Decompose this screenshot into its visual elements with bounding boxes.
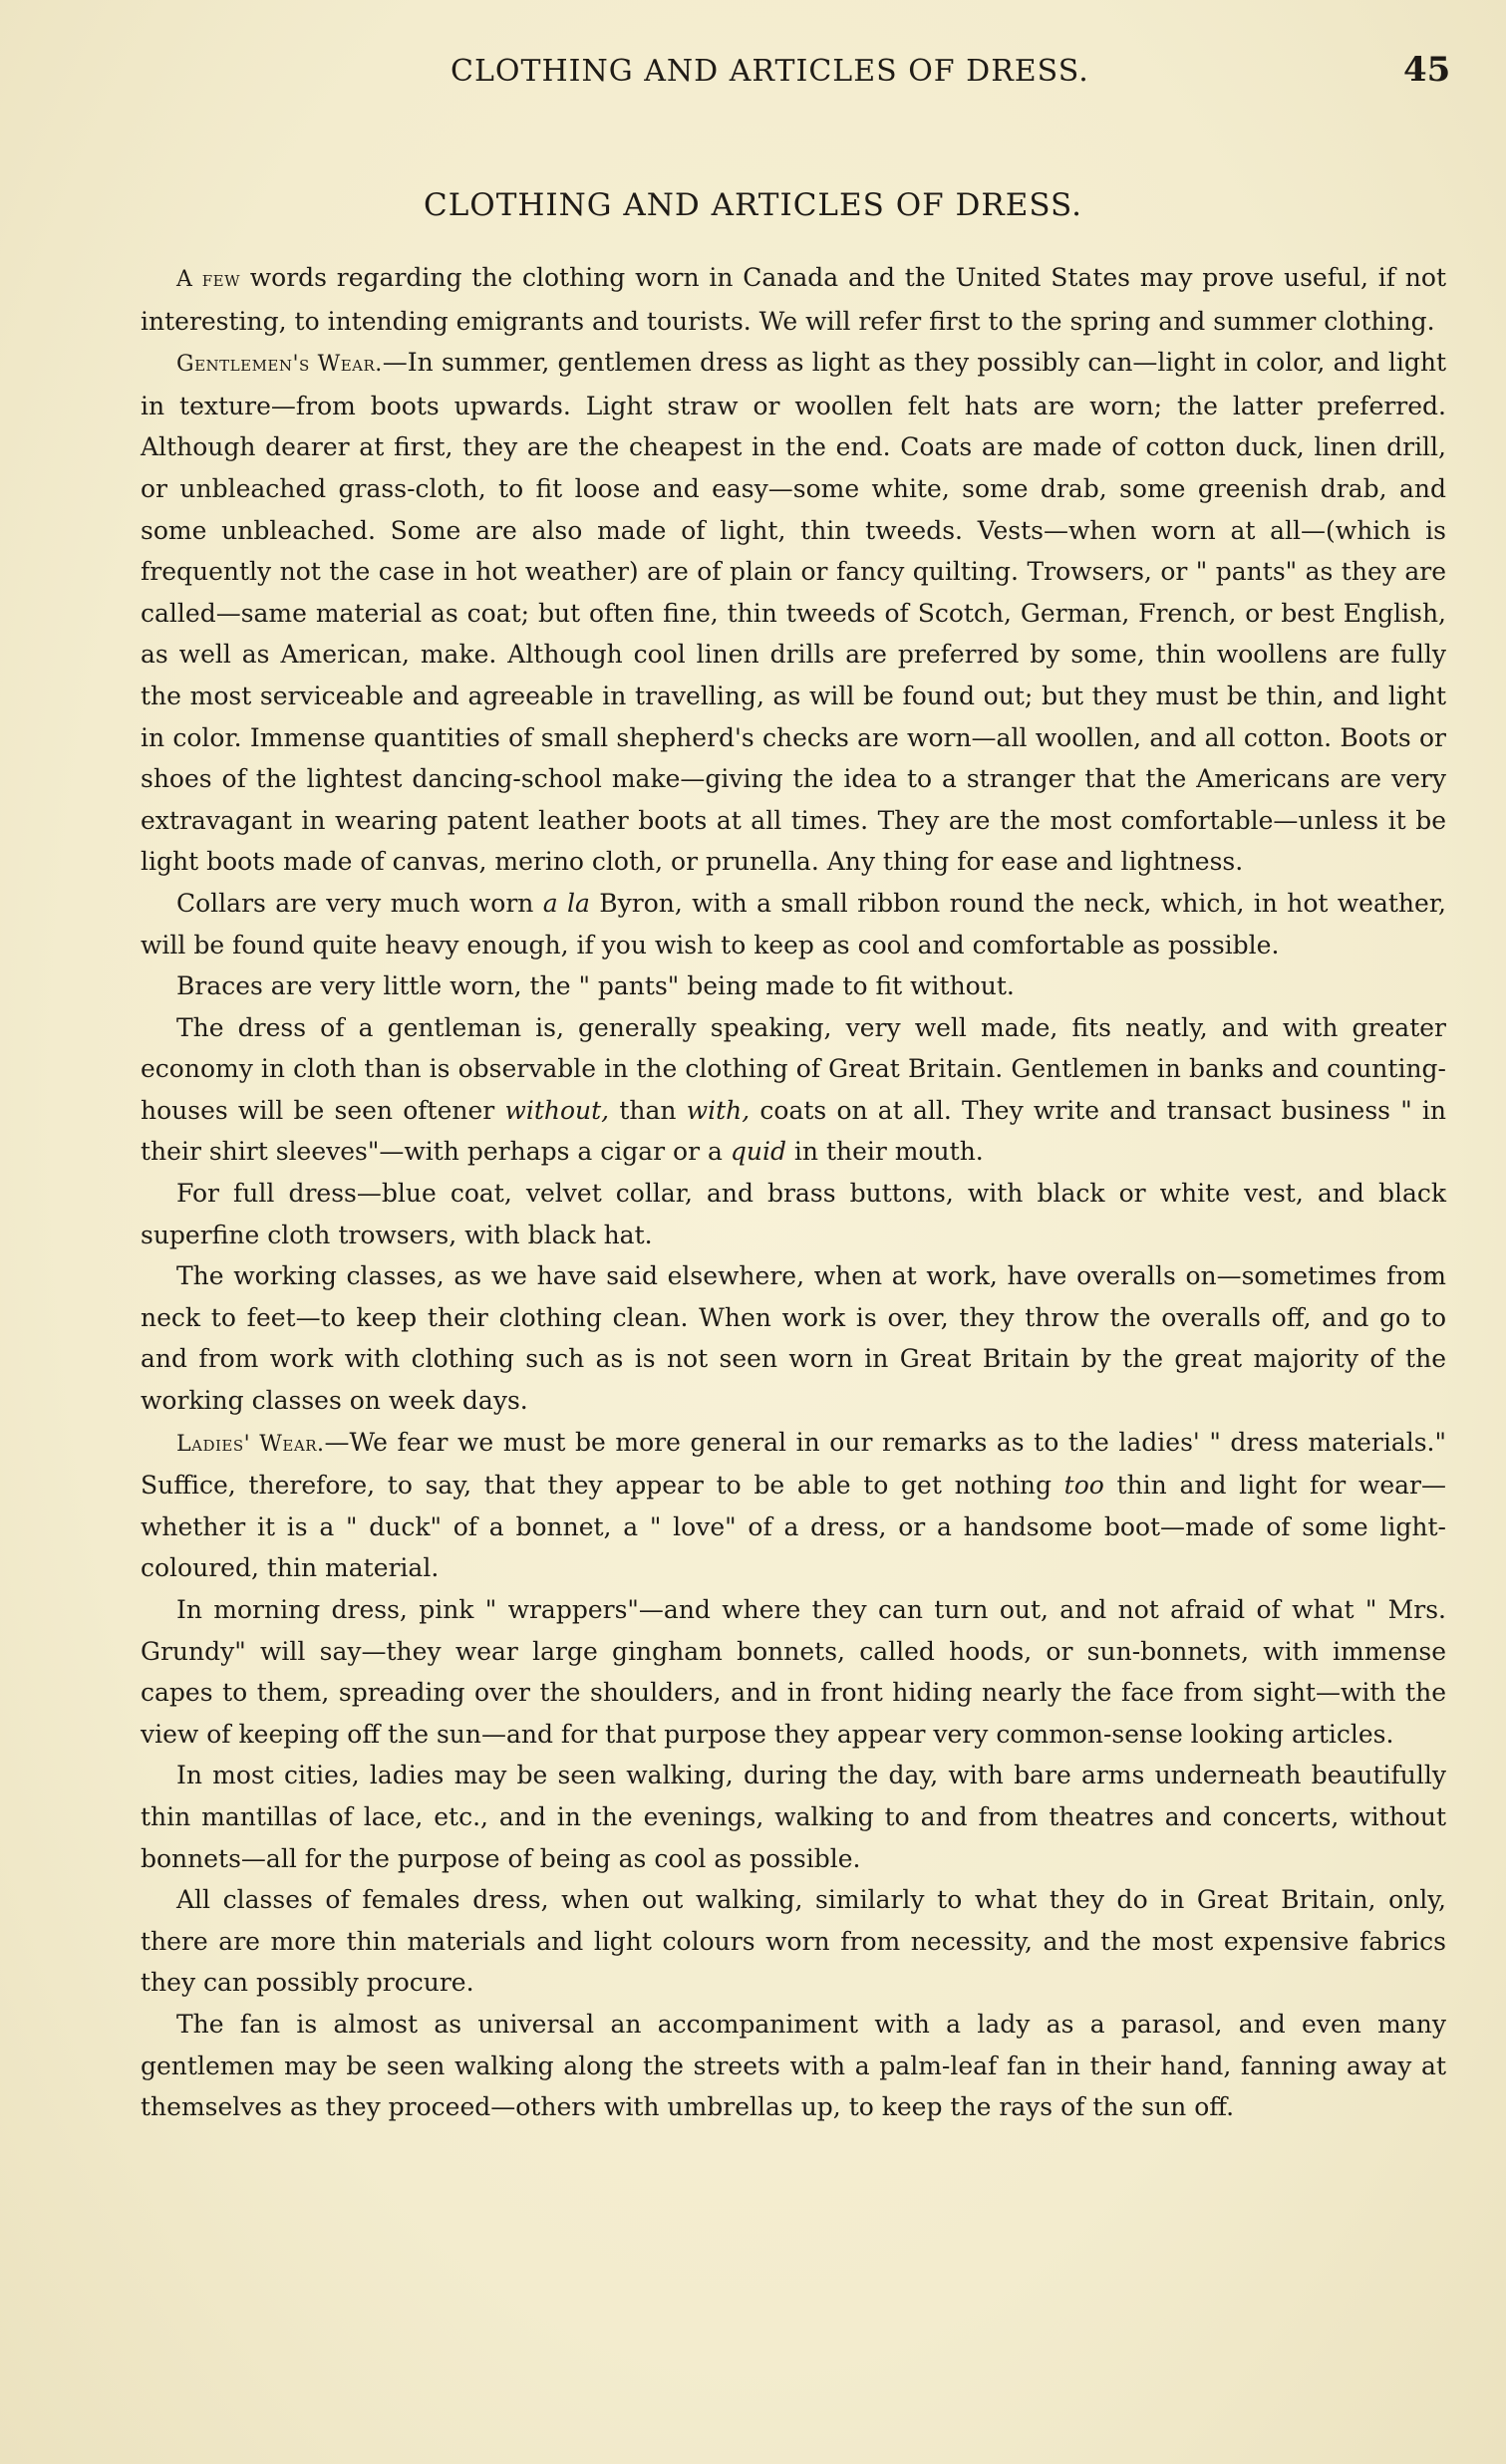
paragraph-cities: In most cities, ladies may be seen walking, during the day, with bare arms underneath beautifully thin mantillas of lace, etc., and in the evenings, walking to and from theatres and concerts, without bonnets—all for the purpose of being as cool as possible. <box>141 1761 1446 1873</box>
paragraph-text: The dress of a gentleman is, generally speaking, very well made, fits neatly, and with greater economy in cloth than is observable in the clothing of Great Britain. Gentlemen in banks and counting-houses will be seen oftener <box>141 1012 1446 1125</box>
italic-phrase: a la <box>542 888 590 918</box>
paragraph-ladies-wear <box>141 1422 1446 1589</box>
paragraph-morning-dress: In morning dress, pink " wrappers"—and where they can turn out, and not afraid of what " Mrs. Grundy" will say—they wear large gingham bonnets, called hoods, or sun-bonnets, with immense capes to them, spreading over the shoulders, and in front hiding nearly the face from sight—with the view of keeping off the sun—and for that purpose they appear very common-sense looking articles. <box>141 1595 1446 1749</box>
paragraph-intro <box>141 257 1446 342</box>
paragraph-text: in their mouth. <box>785 1137 984 1167</box>
paragraph-dress-of-gentleman <box>141 1007 1446 1173</box>
paragraph-text: thin and light for wear—whether it is a " duck" of a bonnet, a " love" of a dress, or a handsome boot—made of some light-coloured, thin material. <box>141 1471 1446 1583</box>
section-heading-gentlemens-wear: Gentlemen's Wear. <box>176 352 383 378</box>
paragraph-text: Byron, with a small ribbon round the neck, which, in hot weather, will be found quite heavy enough, if you wish to keep as cool and comfortable as possible. <box>141 888 1446 959</box>
page-number: 45 <box>1403 50 1451 90</box>
paragraph-text: —In summer, gentlemen dress as light as they possibly can—light in color, and light in texture—from boots upwards. Light straw or woollen felt hats are worn; the latter preferred. Although dearer at first, they are the cheapest in the end. Coats are made of cotton duck, linen drill, or unbleached grass-cloth, to fit loose and easy—some white, some drab, some greenish drab, and some unbleached. Some are also made of light, thin tweeds. Vests—when worn at all—(which is frequently not the case in hot weather) are of plain or fancy quilting. Trowsers, or " pants" as they are called—same material as coat; but often fine, thin tweeds of Scotch, German, French, or best English, as well as American, make. Although cool linen drills are preferred by some, thin woollens are fully the most serviceable and agreeable in travelling, as will be found out; but they must be thin, and light in color. Immense quantities of small shepherd's checks are worn—all woollen, and all cotton. Boots or shoes of the lightest dancing-school make—giving the idea to a stranger that the Americans are very extravagant in wearing patent leather boots at all times. They are the most comfortable—unless it be light boots made of canvas, merino cloth, or prunella. Any thing for ease and lightness. <box>141 348 1447 877</box>
paragraph-full-dress: For full dress—blue coat, velvet collar, and brass buttons, with black or white vest, and black superfine cloth trowsers, with black hat. <box>141 1179 1446 1249</box>
italic-word: quid <box>730 1137 786 1167</box>
paragraph-lead-in: A few <box>176 267 240 292</box>
chapter-title: CLOTHING AND ARTICLES OF DRESS. <box>423 187 1083 223</box>
paragraph-fan: The fan is almost as universal an accompaniment with a lady as a parasol, and even many gentlemen may be seen walking along the streets with a palm-leaf fan in their hand, fanning away at themselves as they proceed—others with umbrellas up, to keep the rays of the sun off. <box>141 2009 1446 2122</box>
running-header-title: CLOTHING AND ARTICLES OF DRESS. <box>451 54 1089 89</box>
italic-word: without, <box>504 1095 610 1125</box>
italic-word: too <box>1063 1471 1104 1501</box>
section-heading-ladies-wear: Ladies' Wear. <box>176 1431 325 1457</box>
paragraph-working-classes: The working classes, as we have said elsewhere, when at work, have overalls on—sometimes from neck to feet—to keep their clothing clean. When work is over, they throw the overalls off, and go to and from work with clothing such as is not seen worn in Great Britain by the great majority of the working classes on week days. <box>141 1261 1446 1416</box>
paragraph-females-dress: All classes of females dress, when out walking, similarly to what they do in Great Britain, only, there are more thin materials and light colours worn from necessity, and the most expensive fabrics they can possibly procure. <box>141 1885 1446 1998</box>
paragraph-text: Collars are very much worn <box>176 888 543 918</box>
paragraph-text: —We fear we must be more general in our remarks as to the ladies' " dress materials." Suffice, therefore, to say, that they appear to be able to get nothing <box>141 1427 1446 1501</box>
italic-word: with, <box>686 1095 751 1125</box>
paragraph-braces: Braces are very little worn, the " pants" being made to fit without. <box>176 971 1015 1001</box>
paragraph-text: than <box>609 1095 687 1125</box>
paragraph-collars <box>141 883 1446 965</box>
paragraph-text: coats on at all. They write and transact business " in their shirt sleeves"—with perhaps a cigar or a <box>141 1095 1447 1167</box>
body-text <box>141 257 1446 2128</box>
paragraph-text: words regarding the clothing worn in Canada and the United States may prove useful, if not interesting, to intending emigrants and tourists. We will refer first to the spring and summer clothing. <box>141 263 1447 336</box>
paragraph-gentlemens-wear <box>141 342 1446 883</box>
